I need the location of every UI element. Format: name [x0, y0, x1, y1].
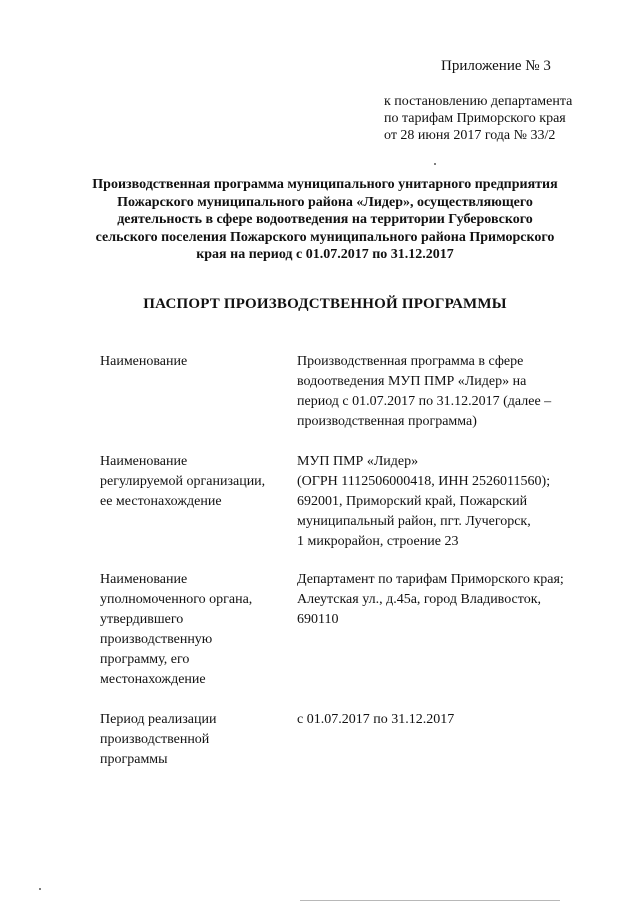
label-line: регулируемой организации, [100, 474, 266, 489]
document-heading [60, 176, 590, 264]
row-value-name [297, 352, 597, 432]
heading-line: деятельность в сфере водоотведения на территории Губеровского [117, 212, 533, 228]
label-line: программы [100, 752, 168, 767]
appendix-ref-line: от 28 июня 2017 года № 33/2 [384, 128, 556, 143]
label-line: производственной [100, 732, 210, 747]
value-line: производственная программа) [297, 414, 477, 429]
label-line: Наименование [100, 454, 188, 469]
value-line: Алеутская ул., д.45а, город Владивосток, [297, 592, 541, 607]
row-label-authority [100, 570, 285, 690]
value-line: (ОГРН 1112506000418, ИНН 2526011560); [297, 474, 551, 489]
appendix-title: Приложение № 3 [441, 58, 551, 74]
heading-line: Производственная программа муниципального унитарного предприятия [92, 177, 558, 192]
row-label-organization [100, 452, 285, 512]
passport-title: ПАСПОРТ ПРОИЗВОДСТВЕННОЙ ПРОГРАММЫ [143, 296, 507, 312]
row-value-organization [297, 452, 597, 552]
label-line: уполномоченного органа, [100, 592, 253, 607]
label-line: программу, его [100, 652, 190, 667]
scan-edge-line [300, 900, 560, 901]
value-line: Департамент по тарифам Приморского края; [297, 572, 564, 587]
label-line: производственную [100, 632, 213, 647]
row-value-authority [297, 570, 597, 630]
row-value-period [297, 710, 597, 730]
label-line: Период реализации [100, 712, 217, 727]
heading-line: края на период с 01.07.2017 по 31.12.2017 [196, 247, 454, 263]
value-line: муниципальный район, пгт. Лучегорск, [297, 514, 531, 529]
appendix-reference [384, 93, 572, 144]
row-label-name [100, 352, 285, 372]
heading-line: сельского поселения Пожарского муниципального района Приморского [95, 229, 555, 245]
scan-speck [39, 888, 41, 890]
label-line: утвердившего [100, 612, 184, 627]
value-line: 1 микрорайон, строение 23 [297, 534, 459, 549]
value-line: 692001, Приморский край, Пожарский [297, 494, 528, 509]
label-line: местонахождение [100, 672, 206, 687]
label-line: Наименование [100, 354, 188, 369]
heading-line: Пожарского муниципального района «Лидер», осуществляющего [117, 194, 533, 210]
value-line: водоотведения МУП ПМР «Лидер» на [297, 374, 527, 389]
row-label-period [100, 710, 285, 770]
appendix-ref-line: к постановлению департамента [384, 94, 573, 109]
value-line: период с 01.07.2017 по 31.12.2017 (далее – [297, 394, 552, 409]
value-line: Производственная программа в сфере [297, 354, 524, 369]
value-line: с 01.07.2017 по 31.12.2017 [297, 712, 455, 727]
label-line: Наименование [100, 572, 188, 587]
value-line: 690110 [297, 612, 339, 627]
scan-speck [434, 163, 436, 165]
label-line: ее местонахождение [100, 494, 222, 509]
appendix-ref-line: по тарифам Приморского края [384, 111, 566, 126]
value-line: МУП ПМР «Лидер» [297, 454, 419, 469]
